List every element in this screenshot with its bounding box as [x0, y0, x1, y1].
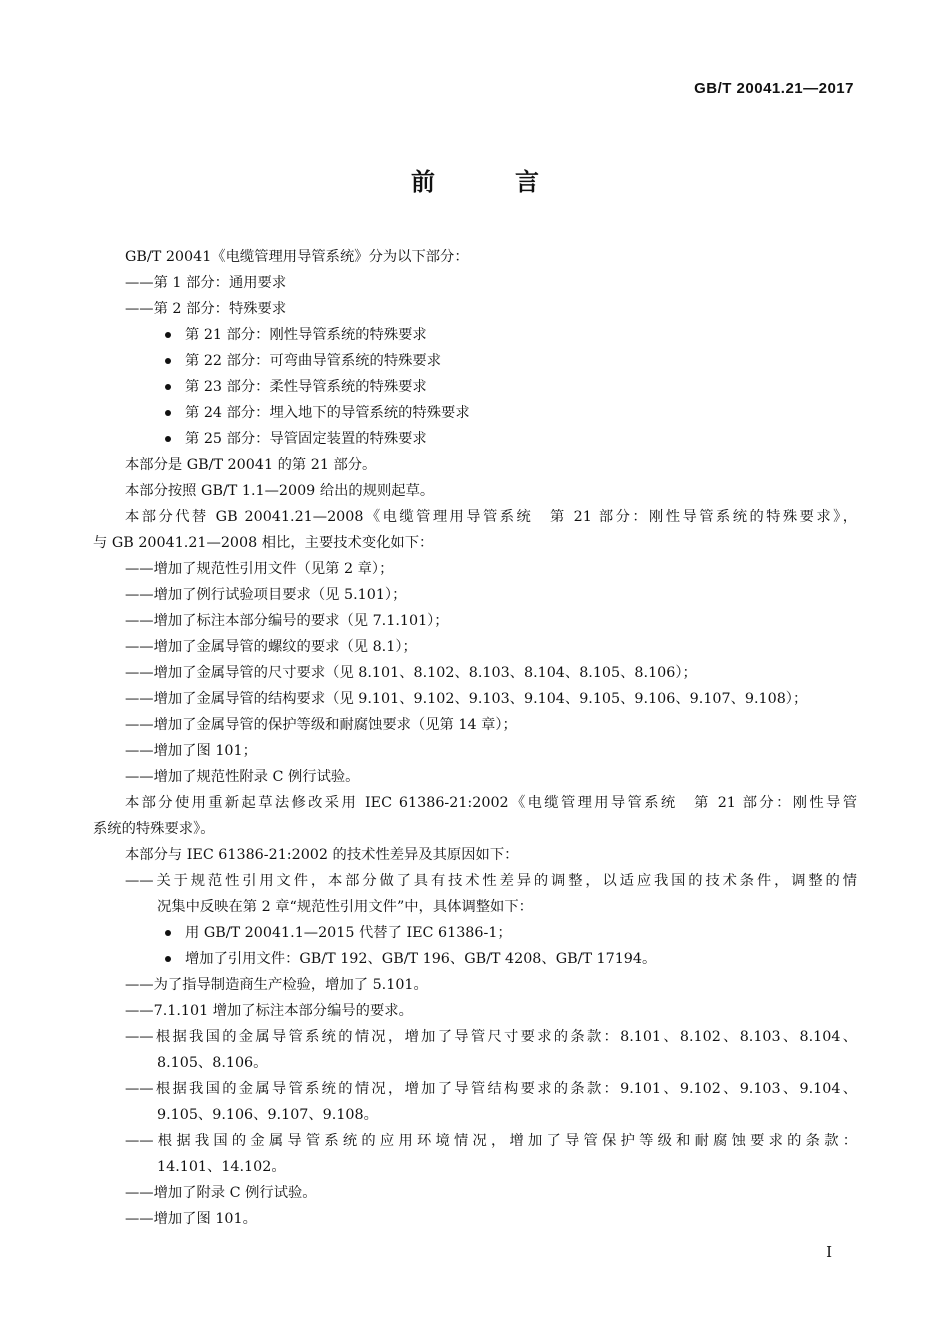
list-item: ——增加了图 101。	[125, 1211, 257, 1227]
list-item: ——根据我国的金属导管系统的情况，增加了导管结构要求的条款：9.101、9.102、9.103、9.104、	[125, 1081, 857, 1097]
bullet-item	[93, 920, 857, 946]
bullet-item-text: 增加了引用文件：GB/T 192、GB/T 196、GB/T 4208、GB/T 17194。	[185, 951, 657, 967]
list-item: ——第 1 部分：通用要求	[125, 275, 287, 291]
bullet-item	[93, 322, 857, 348]
list-item-continuation: 9.105、9.106、9.107、9.108。	[157, 1107, 378, 1123]
paragraph-line: 本部分按照 GB/T 1.1—2009 给出的规则起草。	[125, 483, 435, 499]
bullet-item	[93, 374, 857, 400]
paragraph-line: 系统的特殊要求》。	[93, 821, 215, 837]
bullet-item	[93, 400, 857, 426]
list-item: ——根据我国的金属导管系统的应用环境情况，增加了导管保护等级和耐腐蚀要求的条款：	[125, 1133, 857, 1149]
document-body	[93, 244, 857, 1232]
bullet-item-text: 第 25 部分：导管固定装置的特殊要求	[185, 431, 427, 447]
list-item: ——第 2 部分：特殊要求	[125, 301, 287, 317]
paragraph-line: 本部分使用重新起草法修改采用 IEC 61386-21:2002《电缆管理用导管系统 第 21 部分：刚性导管	[125, 795, 857, 811]
list-item: ——增加了金属导管的保护等级和耐腐蚀要求（见第 14 章）；	[125, 717, 517, 733]
bullet-item	[93, 348, 857, 374]
list-item: ——增加了图 101；	[125, 743, 257, 759]
paragraph-line: GB/T 20041《电缆管理用导管系统》分为以下部分：	[125, 249, 469, 265]
list-item: ——根据我国的金属导管系统的情况，增加了导管尺寸要求的条款：8.101、8.102、8.103、8.104、	[125, 1029, 857, 1045]
bullet-item-text: 第 21 部分：刚性导管系统的特殊要求	[185, 327, 427, 343]
list-item-continuation: 况集中反映在第 2 章“规范性引用文件”中，具体调整如下：	[157, 899, 533, 915]
bullet-item-text: 第 23 部分：柔性导管系统的特殊要求	[185, 379, 427, 395]
list-item: ——增加了附录 C 例行试验。	[125, 1185, 317, 1201]
list-item: ——增加了金属导管的结构要求（见 9.101、9.102、9.103、9.104、9.105、9.106、9.107、9.108）；	[125, 691, 808, 707]
paragraph-line: 本部分代替 GB 20041.21—2008《电缆管理用导管系统 第 21 部分：刚性导管系统的特殊要求》，	[125, 509, 857, 525]
bullet-item	[93, 426, 857, 452]
page-title: 前 言	[411, 168, 567, 196]
list-item: ——增加了例行试验项目要求（见 5.101）；	[125, 587, 407, 603]
list-item: ——增加了金属导管的尺寸要求（见 8.101、8.102、8.103、8.104、8.105、8.106）；	[125, 665, 697, 681]
list-item: ——增加了规范性引用文件（见第 2 章）；	[125, 561, 394, 577]
bullet-item	[93, 946, 857, 972]
list-item: ——增加了金属导管的螺纹的要求（见 8.1）；	[125, 639, 417, 655]
paragraph-line: 本部分与 IEC 61386-21:2002 的技术性差异及其原因如下：	[125, 847, 519, 863]
list-item-continuation: 14.101、14.102。	[157, 1159, 286, 1175]
bullet-item-text: 用 GB/T 20041.1—2015 代替了 IEC 61386-1；	[185, 925, 512, 941]
list-item: ——增加了规范性附录 C 例行试验。	[125, 769, 360, 785]
paragraph-line: 本部分是 GB/T 20041 的第 21 部分。	[125, 457, 377, 473]
bullet-item-text: 第 22 部分：可弯曲导管系统的特殊要求	[185, 353, 442, 369]
list-item: ——增加了标注本部分编号的要求（见 7.1.101）；	[125, 613, 449, 629]
bullet-item-text: 第 24 部分：埋入地下的导管系统的特殊要求	[185, 405, 470, 421]
list-item: ——为了指导制造商生产检验，增加了 5.101。	[125, 977, 428, 993]
list-item-continuation: 8.105、8.106。	[157, 1055, 268, 1071]
standard-number: GB/T 20041.21—2017	[694, 80, 854, 97]
list-item: ——7.1.101 增加了标注本部分编号的要求。	[125, 1003, 413, 1019]
paragraph-line: 与 GB 20041.21—2008 相比，主要技术变化如下：	[93, 535, 434, 551]
list-item: ——关于规范性引用文件，本部分做了具有技术性差异的调整，以适应我国的技术条件，调整的情	[125, 873, 857, 889]
page-number: I	[826, 1243, 832, 1261]
